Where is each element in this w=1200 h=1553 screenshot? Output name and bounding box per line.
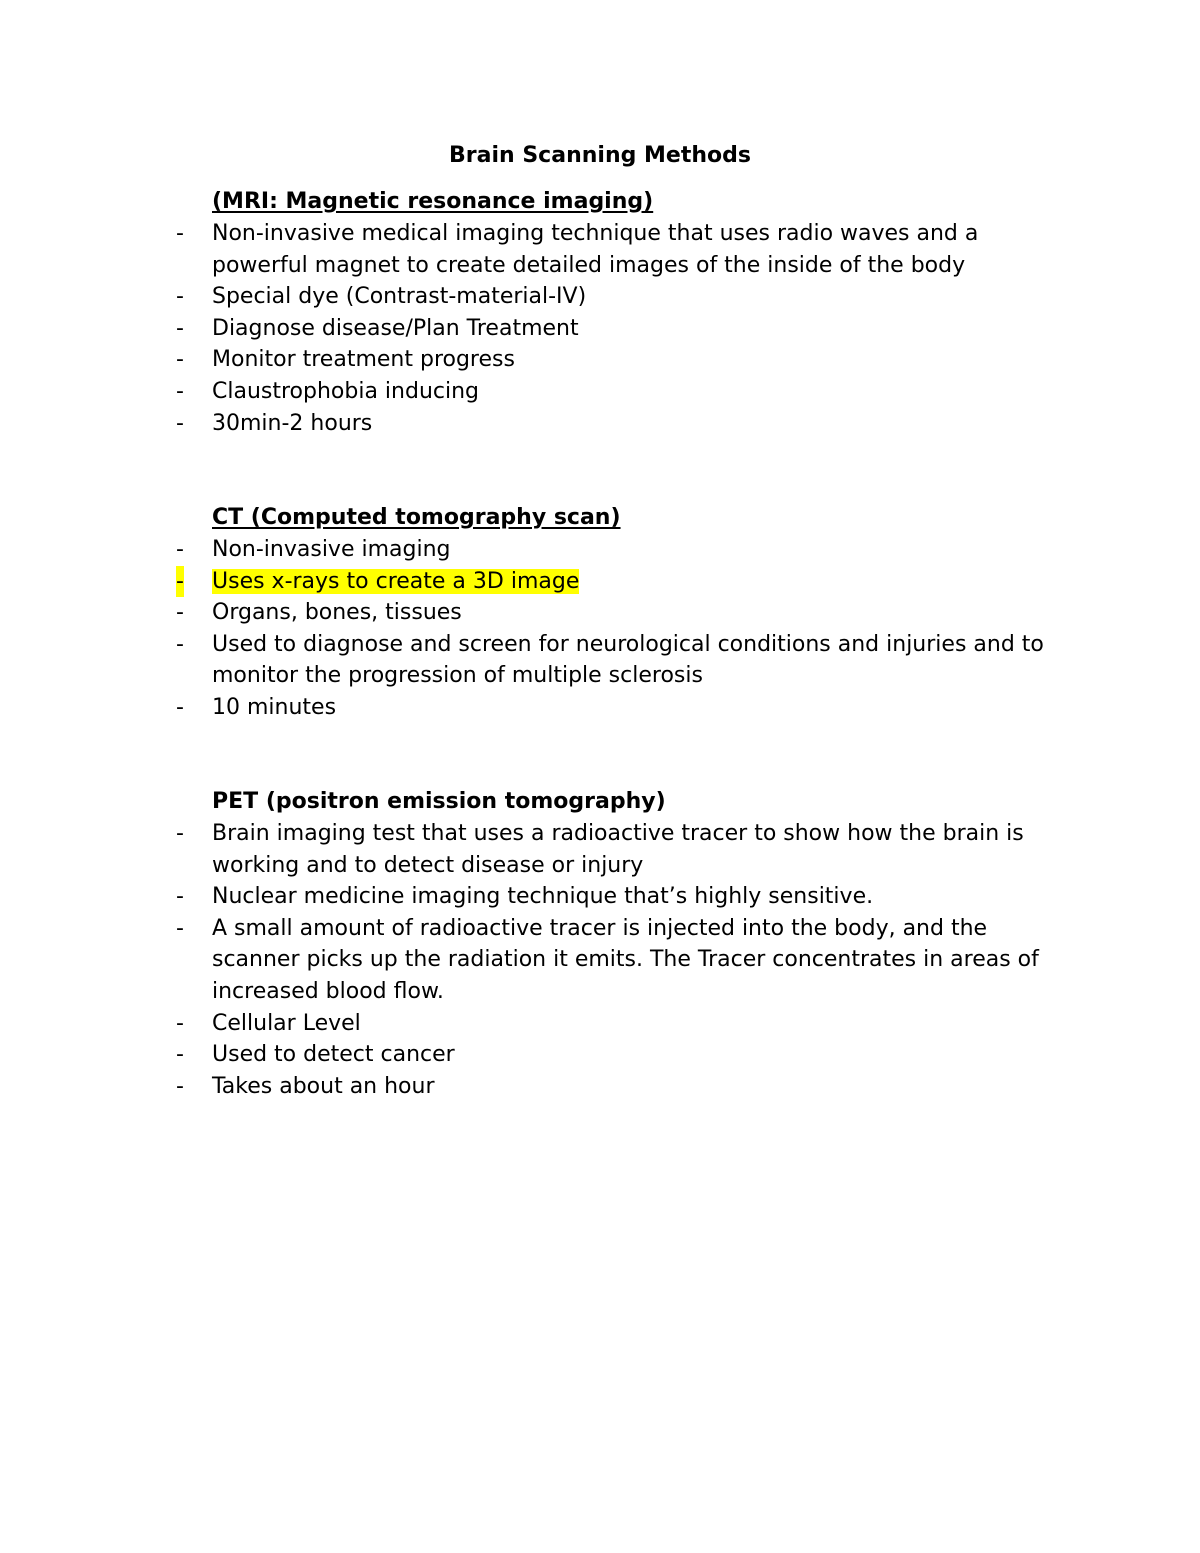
dash-marker: - — [176, 347, 184, 373]
section-heading-mri: (MRI: Magnetic resonance imaging) — [212, 189, 654, 214]
list-item: - Non-invasive medical imaging technique that uses radio waves and a powerful magnet to create detailed images of the inside of the body — [0, 218, 1200, 281]
dash-marker: - — [176, 410, 184, 436]
dash-marker: - — [176, 378, 184, 404]
bullet-list-ct — [0, 534, 1200, 724]
list-item: - Monitor treatment progress — [0, 344, 1200, 376]
list-item-highlighted — [0, 566, 1200, 598]
list-item: - Used to diagnose and screen for neurological conditions and injuries and to monitor the progression of multiple sclerosis — [0, 629, 1200, 692]
section-heading-pet: PET (positron emission tomography) — [212, 789, 666, 814]
list-item: - Brain imaging test that uses a radioactive tracer to show how the brain is working and to detect disease or injury — [0, 818, 1200, 881]
dash-marker: - — [176, 884, 184, 910]
dash-marker: - — [176, 631, 184, 657]
list-item: - 30min-2 hours — [0, 408, 1200, 440]
dash-marker: - — [176, 1010, 184, 1036]
list-item: - 10 minutes — [0, 692, 1200, 724]
list-item: - Used to detect cancer — [0, 1039, 1200, 1071]
list-item: - Organs, bones, tissues — [0, 597, 1200, 629]
dash-marker: - — [176, 1042, 184, 1068]
section-heading-ct: CT (Computed tomography scan) — [212, 505, 621, 530]
list-item: - Diagnose disease/Plan Treatment — [0, 313, 1200, 345]
dash-marker: - — [176, 821, 184, 846]
dash-marker: - — [176, 694, 184, 720]
dash-marker: - — [176, 315, 184, 341]
list-item: - Takes about an hour — [0, 1071, 1200, 1103]
bullet-list-pet — [0, 818, 1200, 1102]
dash-marker: - — [176, 1073, 184, 1099]
document-title: Brain Scanning Methods — [449, 143, 751, 168]
dash-marker: - — [176, 566, 184, 598]
dash-marker: - — [176, 915, 184, 941]
dash-marker: - — [176, 284, 184, 310]
dash-marker: - — [176, 600, 184, 626]
highlighted-text: Uses x-rays to create a 3D image — [212, 568, 580, 594]
list-item: - A small amount of radioactive tracer is injected into the body, and the scanner picks up the radiation it emits. The Tracer concentrates in areas of increased blood flow. — [0, 913, 1200, 1008]
dash-marker: - — [176, 537, 184, 562]
dash-marker: - — [176, 221, 184, 246]
list-item: - Cellular Level — [0, 1008, 1200, 1040]
list-item: - Non-invasive imaging — [0, 534, 1200, 566]
list-item: - Special dye (Contrast-material-IV) — [0, 281, 1200, 313]
list-item: - Nuclear medicine imaging technique that’s highly sensitive. — [0, 881, 1200, 913]
bullet-list-mri — [0, 218, 1200, 439]
list-item: - Claustrophobia inducing — [0, 376, 1200, 408]
